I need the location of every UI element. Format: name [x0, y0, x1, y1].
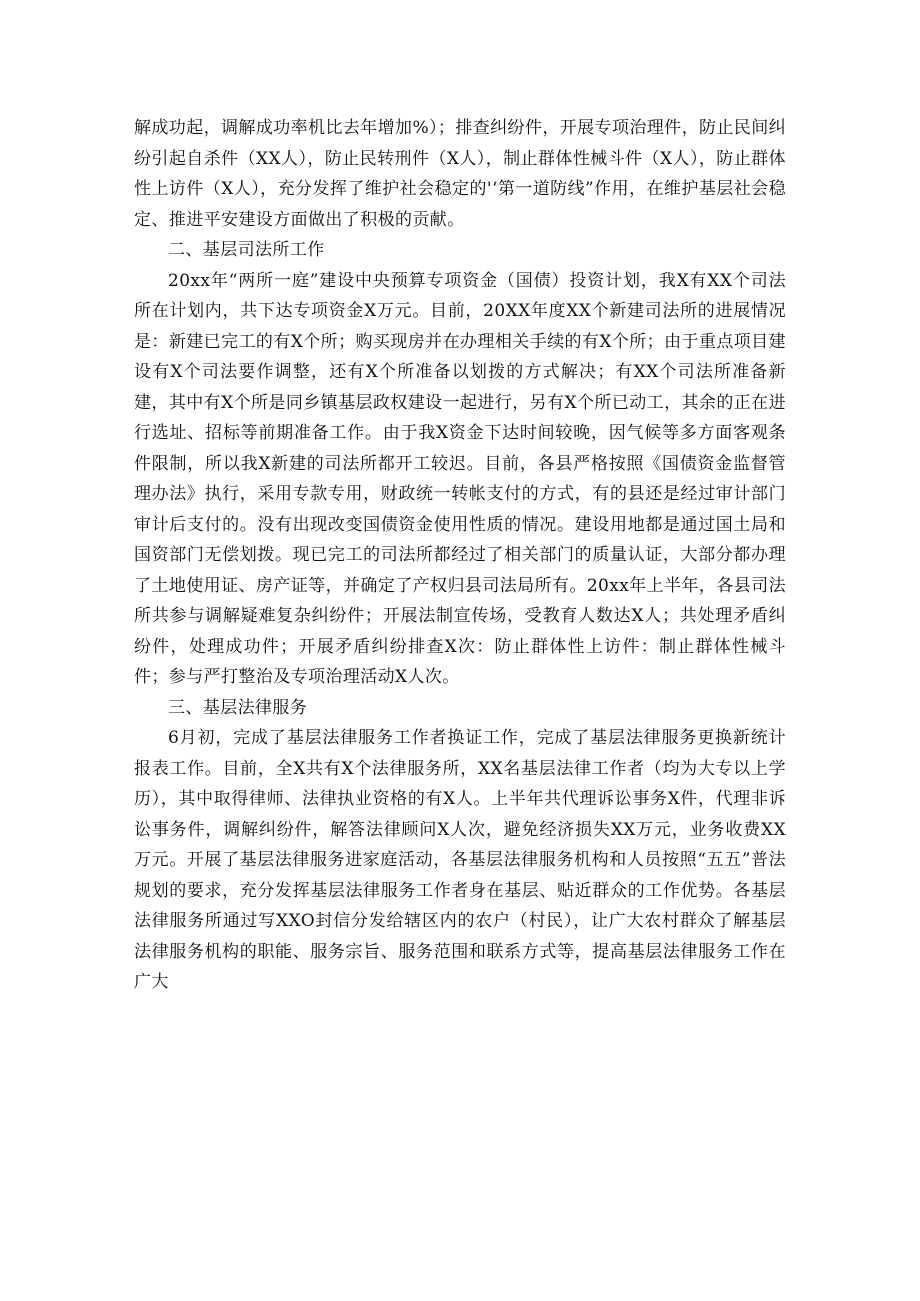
- section-heading-legal-services: 三、基层法律服务: [168, 697, 308, 718]
- document-body: [134, 113, 786, 998]
- paragraph-intro-continuation: 解成功起，调解成功率机比去年增加%）；排查纠纷件，开展专项治理件，防止民间纠纷引起自杀件（XX人），防止民转刑件（X人），制止群体性械斗件（X人），防止群体性上访件（X人），充分发挥了维护社会稳定的'‘第一道防线”作用，在维护基层社会稳定、推进平安建设方面做出了积极的贡献。: [134, 118, 786, 230]
- paragraph-legal-services: 6月初，完成了基层法律服务工作者换证工作，完成了基层法律服务更换新统计报表工作。目前，全X共有X个法律服务所，XX名基层法律工作者（均为大专以上学历），其中取得律师、法律执业资格的有X人。上半年共代理诉讼事务X件，代理非诉讼事务件，调解纠纷件，解答法律顾问X人次，避免经济损失XX万元，业务收费XX万元。开展了基层法律服务进家庭活动，各基层法律服务机构和人员按照“五五”普法规划的要求，充分发挥基层法律服务工作者身在基层、贴近群众的工作优势。各基层法律服务所通过写XXO封信分发给辖区内的农户（村民），让广大农村群众了解基层法律服务机构的职能、服务宗旨、服务范围和联系方式等，提高基层法律服务工作在广大: [134, 728, 786, 992]
- paragraph-judicial-office: 20xx年“两所一庭”建设中央预算专项资金（国债）投资计划，我X有XX个司法所在计划内，共下达专项资金X万元。目前，20XX年度XX个新建司法所的进展情况是：新建已完工的有X个所；购买现房并在办理相关手续的有X个所；由于重点项目建设有X个司法要作调整，还有X个所准备以划拨的方式解决；有XX个司法所准备新建，其中有X个所是同乡镇基层政权建设一起进行，另有X个所已动工，其余的正在进行选址、招标等前期准备工作。由于我X资金下达时间较晚，因气候等多方面客观条件限制，所以我X新建的司法所都开工较迟。目前，各县严格按照《国债资金监督管理办法》执行，采用专款专用，财政统一转帐支付的方式，有的县还是经过审计部门审计后支付的。没有出现改变国债资金使用性质的情况。建设用地都是通过国土局和国资部门无偿划拨。现已完工的司法所都经过了相关部门的质量认证，大部分都办理了土地使用证、房产证等，并确定了产权归县司法局所有。20xx年上半年，各县司法所共参与调解疑难复杂纠纷件；开展法制宣传场，受教育人数达X人；共处理矛盾纠纷件，处理成功件；开展矛盾纠纷排查X次：防止群体性上访件：制止群体性械斗件；参与严打整治及专项治理活动X人次。: [134, 270, 786, 687]
- section-heading-judicial-office: 二、基层司法所工作: [168, 240, 325, 260]
